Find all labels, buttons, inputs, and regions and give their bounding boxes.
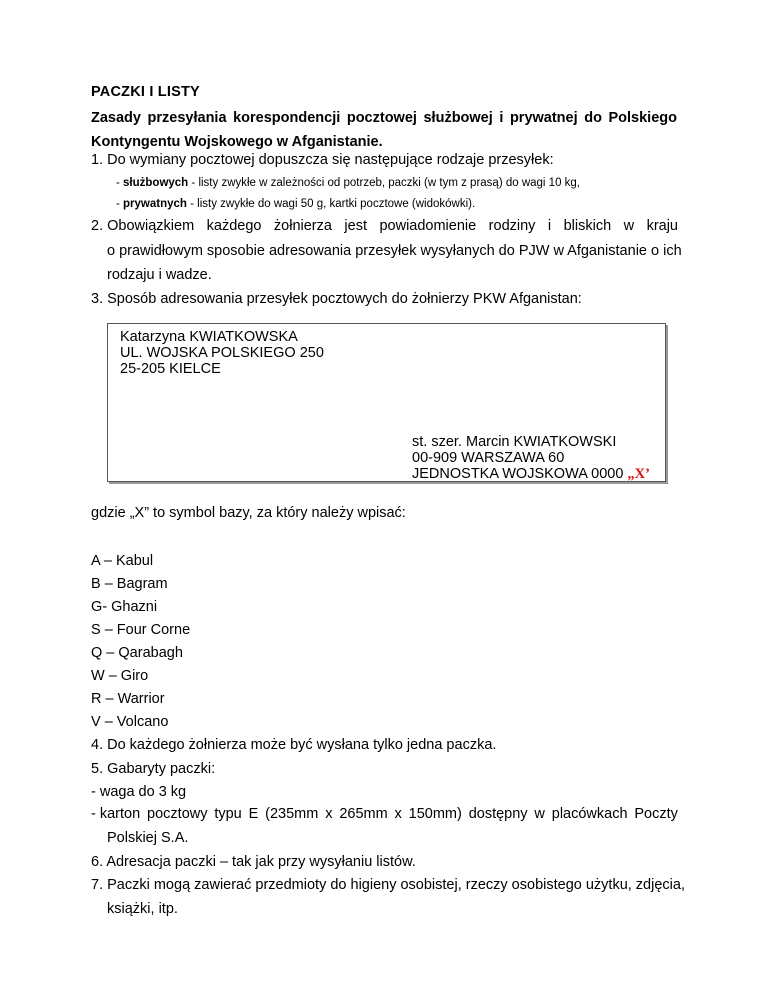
item-5-weight: - waga do 3 kg xyxy=(91,784,187,800)
item-7-line-1: 7. Paczki mogą zawierać przedmioty do higieny osobistej, rzeczy osobistego użytku, zdjęcia, xyxy=(91,877,685,893)
item-1-official-label: służbowych xyxy=(123,177,189,189)
base-item: V – Volcano xyxy=(91,714,169,730)
item-5-box-word: typu xyxy=(214,806,242,822)
item-5-box-word: w xyxy=(534,806,545,822)
item-5-box xyxy=(91,806,678,822)
item-2-word: i xyxy=(547,218,552,234)
base-item: A – Kabul xyxy=(91,553,154,569)
item-2-word: każdego xyxy=(206,218,262,234)
item-1-official xyxy=(116,176,580,190)
item-5-box-word: 265mm xyxy=(339,806,388,822)
item-2-word: w xyxy=(623,218,635,234)
recipient-unit xyxy=(412,466,650,482)
subtitle-line-1: Zasady przesyłania korespondencji pocztowej służbowej i prywatnej do Polskiego xyxy=(91,110,677,126)
item-2-word: powiadomienie xyxy=(379,218,477,234)
base-item: S – Four Corne xyxy=(91,622,191,638)
base-item: R – Warrior xyxy=(91,691,165,707)
item-2-line-1 xyxy=(91,218,678,234)
base-symbol-x: „X’ xyxy=(627,466,650,482)
item-5-box-word: Poczty xyxy=(634,806,678,822)
item-1-private xyxy=(116,197,475,211)
item-2-word: jest xyxy=(344,218,367,234)
item-5-box-word: 150mm) xyxy=(408,806,462,822)
item-5-box-word: pocztowy xyxy=(147,806,208,822)
item-2-word: bliskich xyxy=(563,218,612,234)
item-5-box-word: dostępny xyxy=(468,806,528,822)
item-2-word: żołnierza xyxy=(273,218,332,234)
item-1-private-text: - listy zwykłe do wagi 50 g, kartki pocztowe (widokówki). xyxy=(186,198,476,210)
document-subtitle xyxy=(91,106,677,154)
item-2-word: 2. Obowiązkiem xyxy=(91,218,195,234)
subtitle-line-2: Kontyngentu Wojskowego w Afganistanie. xyxy=(91,134,383,150)
recipient-unit-text: JEDNOSTKA WOJSKOWA 0000 xyxy=(412,466,628,482)
sender-street: UL. WOJSKA POLSKIEGO 250 xyxy=(120,345,324,361)
item-4: 4. Do każdego żołnierza może być wysłana tylko jedna paczka. xyxy=(91,737,497,753)
item-1-dash-1: - xyxy=(116,177,124,189)
item-5-box-word: x xyxy=(394,806,402,822)
item-5-box-word: x xyxy=(325,806,333,822)
address-envelope xyxy=(107,323,666,482)
recipient-name: st. szer. Marcin KWIATKOWSKI xyxy=(412,434,617,450)
sender-city: 25-205 KIELCE xyxy=(120,361,221,377)
page-heading: PACZKI I LISTY xyxy=(91,84,200,100)
item-3: 3. Sposób adresowania przesyłek pocztowych do żołnierzy PKW Afganistan: xyxy=(91,291,582,307)
base-item: W – Giro xyxy=(91,668,149,684)
explanation-text: gdzie „X” to symbol bazy, za który należy wpisać: xyxy=(91,505,406,521)
item-5-box-word: - karton xyxy=(91,806,141,822)
recipient-post: 00-909 WARSZAWA 60 xyxy=(412,450,565,466)
base-item: B – Bagram xyxy=(91,576,168,592)
item-1-private-label: prywatnych xyxy=(123,198,187,210)
sender-name: Katarzyna KWIATKOWSKA xyxy=(120,329,298,345)
base-item: Q – Qarabagh xyxy=(91,645,183,661)
item-2-line-2: o prawidłowym sposobie adresowania przesyłek wysyłanych do PJW w Afganistanie o ich xyxy=(107,243,682,259)
item-2-word: rodziny xyxy=(488,218,536,234)
item-1-dash-2: - xyxy=(116,198,124,210)
item-5-box-word: placówkach xyxy=(551,806,628,822)
item-2-word: kraju xyxy=(646,218,678,234)
item-5-box-word: (235mm xyxy=(265,806,319,822)
item-7-line-2: książki, itp. xyxy=(107,901,178,917)
item-2-line-3: rodzaju i wadze. xyxy=(107,267,212,283)
item-5-box-word: E xyxy=(248,806,259,822)
item-5: 5. Gabaryty paczki: xyxy=(91,761,216,777)
item-5-box-cont: Polskiej S.A. xyxy=(107,830,189,846)
item-1: 1. Do wymiany pocztowej dopuszcza się następujące rodzaje przesyłek: xyxy=(91,152,554,168)
item-1-official-text: - listy zwykłe w zależności od potrzeb, paczki (w tym z prasą) do wagi 10 kg, xyxy=(188,177,580,189)
item-6: 6. Adresacja paczki – tak jak przy wysyłaniu listów. xyxy=(91,854,416,870)
base-item: G- Ghazni xyxy=(91,599,158,615)
